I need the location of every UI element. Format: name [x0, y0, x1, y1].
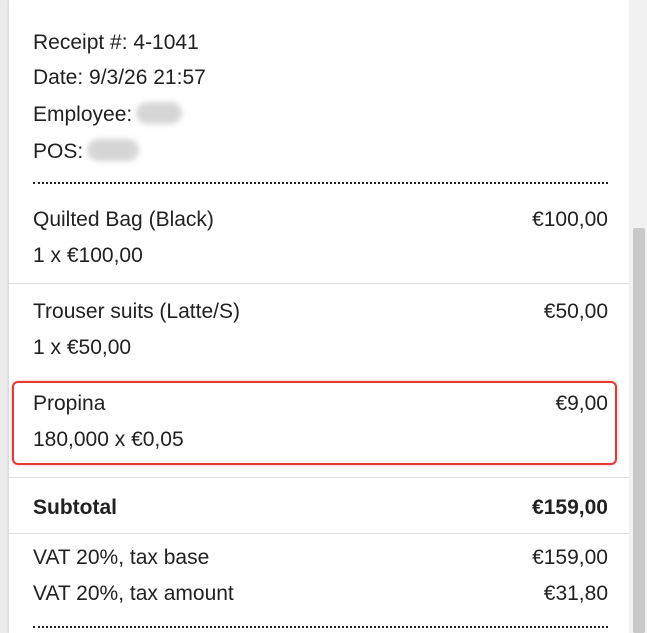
item-qty-price: 180,000 x €0,05	[33, 428, 184, 451]
item-qty-price: 1 x €100,00	[33, 244, 143, 267]
subtotal-value: €159,00	[532, 496, 608, 519]
employee-label: Employee:	[33, 103, 133, 126]
item-name: Trouser suits (Latte/S)	[33, 300, 240, 323]
scrollbar-thumb[interactable]	[633, 228, 645, 633]
receipt-number: Receipt #: 4-1041	[33, 31, 199, 54]
employee-name-redacted	[136, 102, 182, 124]
item-qty-price: 1 x €50,00	[33, 336, 132, 359]
receipt-date: Date: 9/3/26 21:57	[33, 66, 206, 89]
pos-row	[33, 139, 139, 165]
subtotal-label: Subtotal	[33, 496, 117, 519]
item-total: €50,00	[543, 300, 608, 323]
employee-row	[33, 102, 182, 128]
pos-name-redacted	[87, 139, 139, 161]
scrollbar-track[interactable]	[629, 0, 647, 633]
item-name: Quilted Bag (Black)	[33, 208, 214, 231]
subtotal-divider	[9, 533, 629, 534]
items-divider	[9, 477, 629, 478]
item-divider	[9, 283, 629, 284]
vat-amount-value: €31,80	[543, 582, 608, 605]
window-left-edge	[0, 0, 9, 633]
footer-separator	[33, 626, 608, 628]
item-total: €9,00	[555, 392, 608, 415]
vat-amount-label: VAT 20%, tax amount	[33, 582, 234, 605]
item-total: €100,00	[532, 208, 608, 231]
pos-label: POS:	[33, 140, 84, 163]
item-name: Propina	[33, 392, 106, 415]
header-separator	[33, 182, 608, 184]
vat-base-value: €159,00	[532, 546, 608, 569]
vat-base-label: VAT 20%, tax base	[33, 546, 210, 569]
